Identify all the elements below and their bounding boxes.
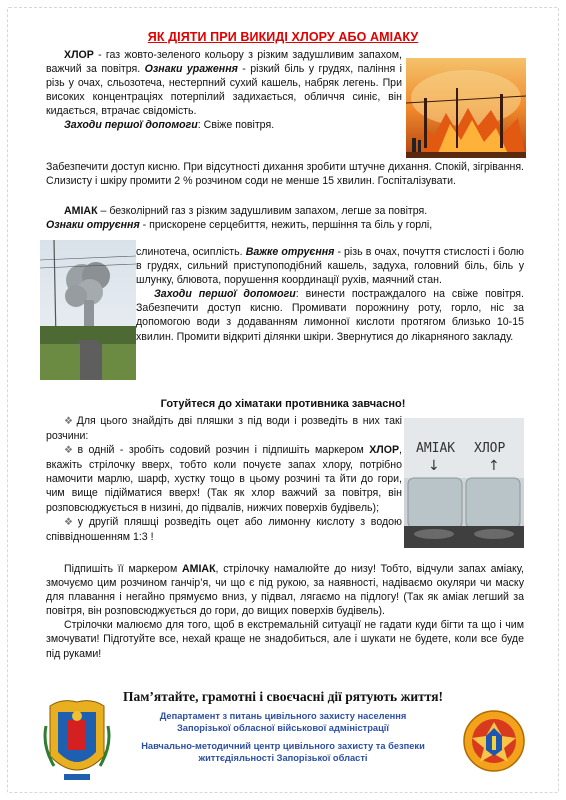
arrow-down-icon: ↓ [428, 458, 440, 474]
footer-center-line-2: життєдіяльності Запорізької області [198, 753, 368, 763]
page-title: ЯК ДІЯТИ ПРИ ВИКИДІ ХЛОРУ АБО АМІАКУ [147, 30, 419, 44]
chlorine-aid-intro: : Свіже повітря. [197, 119, 275, 132]
ammonia-name: АМІАК [64, 205, 98, 217]
bullet-diamond-icon: ❖ [64, 416, 75, 427]
ammonia-signs-a: - прискорене серцебиття, нежить, першіння та біль у горлі, [139, 219, 433, 232]
ammonia-aid: : винести постраждалого на свіже повітря. Забезпечити доступ кисню. Промивати порожнину роту, горло, ніс за допомогою води з додаванням лимонної кислоти протягом близько 10-15 хвилин. Промити відкриті ділянки шкіри. Звернутися до лікарняного закладу. [136, 288, 524, 343]
footer-center-line-1: Навчально-методичний центр цивільного захисту та безпеки [141, 741, 425, 751]
ammonia-aid-label: Заходи першої допомоги [154, 288, 296, 301]
prepare-item-2-post: , вкажіть стрілочку вверх, тобто коли почуєте запах хлору, потрібно намочити марлю, шарф, хустку тощо в цьому розчині та йти до гори, чим вище підійматися вверх! (Так як хлор важчий за повітря, він розповсюджується в низині, до підвалів, нижчих поверхів будівель); [46, 444, 402, 514]
chlorine-section [46, 48, 402, 133]
bottle-label-ammonia: АМІАК [416, 441, 456, 456]
bottle-label-chlorine: ХЛОР [474, 441, 506, 456]
labeled-bottles-photo [404, 418, 524, 548]
prepare-para-1-pre: Підпишіть її маркером [64, 563, 182, 575]
footer-department-line-1: Департамент з питань цивільного захисту населення [159, 711, 407, 721]
prepare-heading: Готуйтеся до хіматаки противника завчасно! [160, 398, 406, 410]
prepare-para-1-post: , стрілочку намалюйте до низу! Тобто, відчули запах аміаку, змочуємо цим розчином ганчір’я, чи що є під рукою, за наявності, надіваємо окуляри чи маску для плавання і негайно прямуємо вниз, у підвал, лягаємо на підлогу! (Так як аміак легший за повітря, він розповсюджується до гори, до вищих поверхів будівель). [46, 563, 524, 618]
chlorine-description: - газ жовто-зеленого кольору з різким задушливим запахом, важчий за повітря. [46, 49, 402, 76]
prepare-item-1: Для цього знайдіть дві пляшки з під води і розведіть в них такі розчини: [46, 415, 403, 443]
ammonia-section [136, 245, 524, 344]
slogan: Пам’ятайте, грамотні і своєчасні дії рятують життя! [122, 689, 444, 704]
ammonia-description: – безколірний газ з різким задушливим запахом, легше за повітря. [97, 205, 428, 217]
ammonia-intro [46, 204, 524, 232]
prepare-para-1-marker: АМІАК [182, 563, 216, 575]
bullet-diamond-icon: ❖ [64, 516, 76, 528]
prepare-instructions [46, 414, 402, 544]
explosion-smoke-photo [40, 240, 136, 380]
prepare-item-2-pre: в одній - зробіть содовий розчин і підпишіть маркером [77, 444, 370, 457]
chlorine-aid-text: Забезпечити доступ кисню. При відсутності дихання зробити штучне дихання. Спокій, зігрівання. Слизисту і шкіру промити 2 % розчином соди не менше 15 хвилин. Госпіталізувати. [46, 161, 524, 188]
chlorine-aid-label: Заходи першої допомоги [64, 119, 198, 132]
arrow-up-icon: ↑ [488, 458, 500, 474]
prepare-paragraphs [46, 562, 524, 661]
chlorine-signs: - різкий біль у грудях, паління і різь у очах, сльозотеча, нестерпний сухий кашель, набряк легень. При високих концентраціях потерпілий задихається, обличчя синіє, він кидається, втрачає свідомість. [46, 63, 403, 118]
ammonia-signs-label: Ознаки отруєння [46, 219, 140, 232]
civil-protection-emblem [462, 706, 526, 776]
footer-department-line-2: Запорізької обласної військової адміністрації [176, 723, 390, 733]
chemical-fire-photo [406, 58, 526, 158]
prepare-item-3: у другій пляшці розведіть оцет або лимонну кислоту з водою співвідношенням 1:3 ! [46, 515, 402, 543]
bullet-diamond-icon: ❖ [64, 445, 76, 457]
ammonia-severe: - різь в очах, почуття стислості і болю в грудях, сильний приступоподібний кашель, задуха, головний біль, біль у шлунку, блювота, порушення координації рухів, маячний стан. [136, 246, 524, 287]
regional-coat-of-arms-emblem [42, 696, 112, 786]
prepare-para-2: Стрілочки малюємо для того, щоб в екстремальній ситуації не гадати куди бігти та що і чим змочувати! Підготуйте все, нехай краще не знадобиться, але і шукати не будете, коли все буде під руками! [46, 619, 524, 660]
ammonia-severe-label: Важке отруєння [245, 246, 335, 258]
chlorine-signs-label: Ознаки ураження [144, 63, 238, 76]
ammonia-signs-b: слинотеча, осиплість. [136, 246, 246, 258]
chlorine-name: ХЛОР [64, 49, 94, 61]
prepare-item-2-marker: ХЛОР [369, 444, 400, 457]
